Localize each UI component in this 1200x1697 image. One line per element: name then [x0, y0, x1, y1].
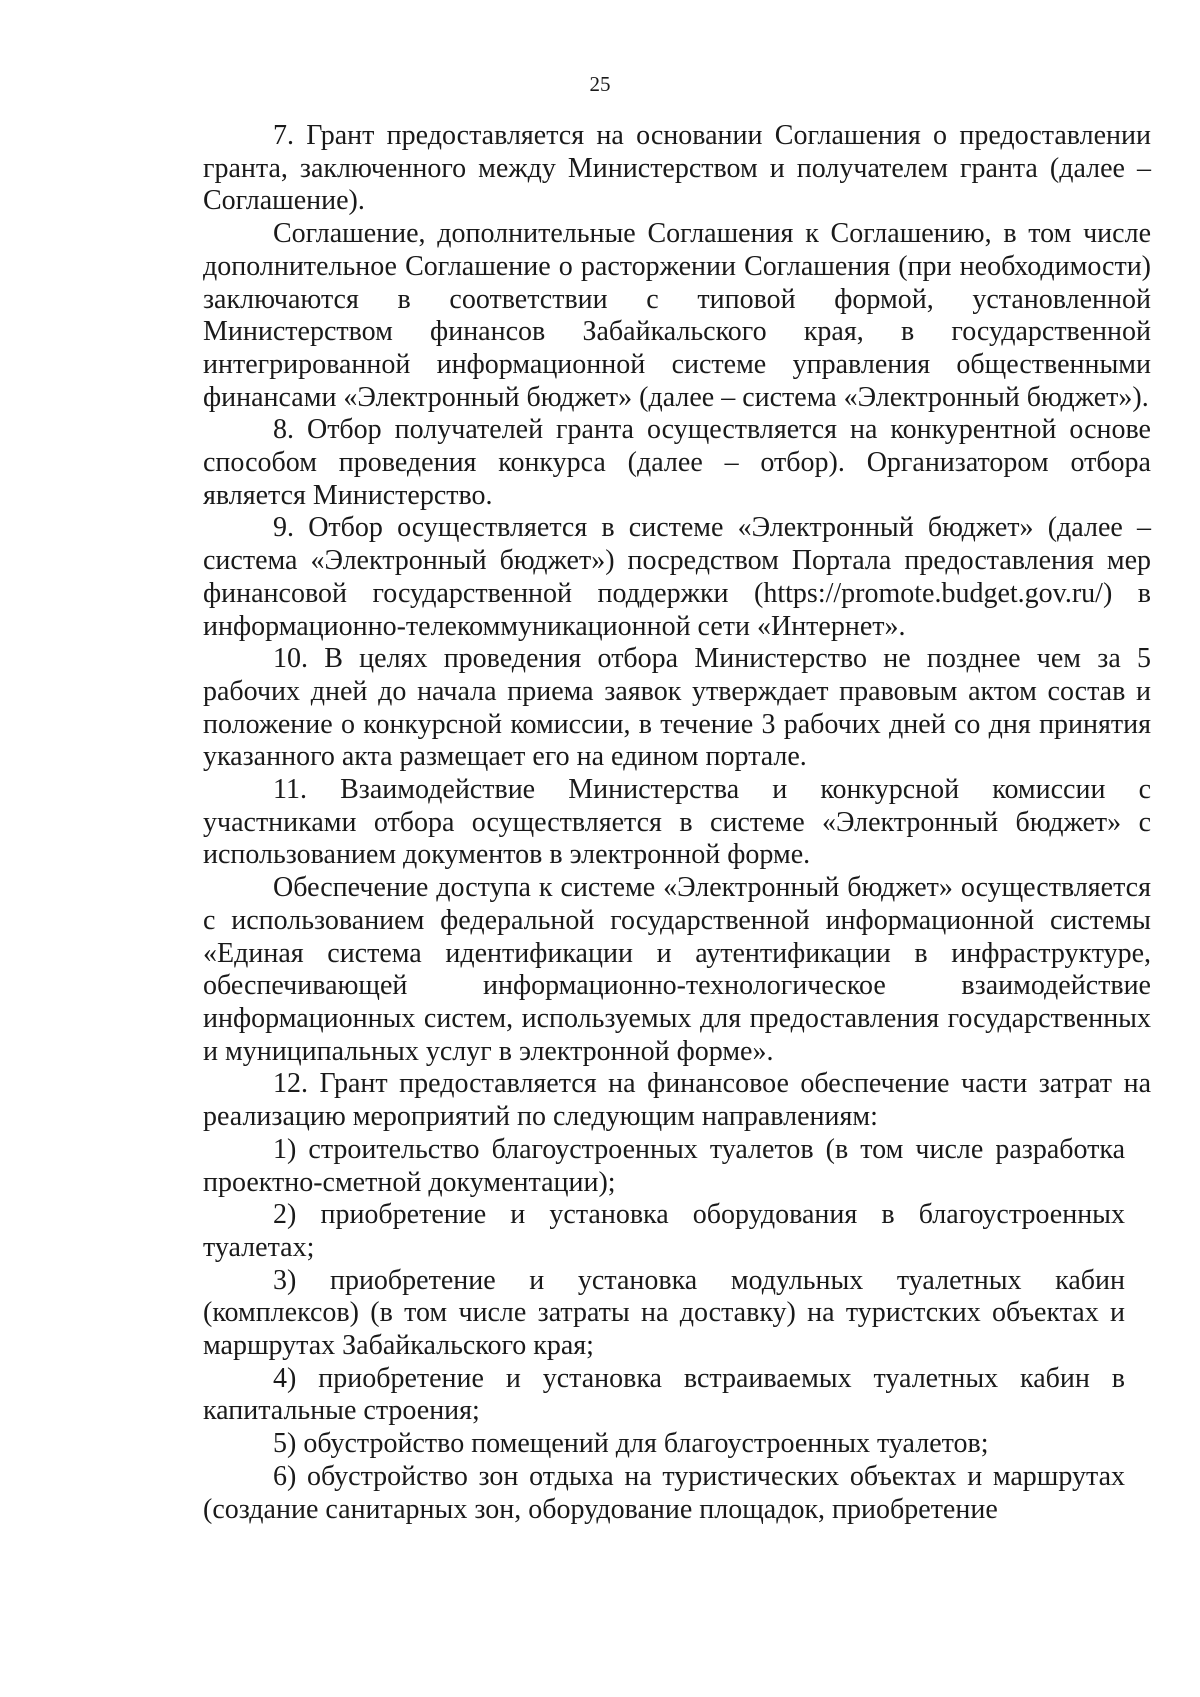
list-item-4: 4) приобретение и установка встраиваемых туалетных кабин в капитальные строения;	[203, 1362, 1125, 1427]
list-item-6: 6) обустройство зон отдыха на туристических объектах и маршрутах (создание санитарных зон, оборудование площадок, приобретение	[203, 1460, 1125, 1525]
document-body	[203, 120, 1151, 1526]
page-number: 25	[589, 72, 611, 96]
list-item-1: 1) строительство благоустроенных туалетов (в том числе разработка проектно-сметной документации);	[203, 1133, 1125, 1198]
paragraph-9: 9. Отбор осуществляется в системе «Электронный бюджет» (далее – система «Электронный бюджет») посредством Портала предоставления мер финансовой государственной поддержки (https://promote.budget.gov.ru/) в информационно-телекоммуникационной сети «Интернет».	[203, 512, 1151, 642]
paragraph-access: Обеспечение доступа к системе «Электронный бюджет» осуществляется с использованием федеральной государственной информационной системы «Единая система идентификации и аутентификации в инфраструктуре, обеспечивающей информационно-технологическое взаимодействие информационных систем, используемых для предоставления государственных и муниципальных услуг в электронной форме».	[203, 872, 1151, 1067]
paragraph-11: 11. Взаимодействие Министерства и конкурсной комиссии с участниками отбора осуществляется в системе «Электронный бюджет» с использованием документов в электронной форме.	[203, 774, 1151, 871]
paragraph-7: 7. Грант предоставляется на основании Соглашения о предоставлении гранта, заключенного между Министерством и получателем гранта (далее – Соглашение).	[203, 120, 1151, 217]
paragraph-agreement-forms: Соглашение, дополнительные Соглашения к Соглашению, в том числе дополнительное Соглашение о расторжении Соглашения (при необходимости) заключаются в соответствии с типовой формой, установленной Министерством финансов Забайкальского края, в государственной интегрированной информационной системе управления общественными финансами «Электронный бюджет» (далее – система «Электронный бюджет»).	[203, 218, 1151, 413]
list-item-3: 3) приобретение и установка модульных туалетных кабин (комплексов) (в том числе затраты на доставку) на туристских объектах и маршрутах Забайкальского края;	[203, 1264, 1125, 1362]
paragraph-12: 12. Грант предоставляется на финансовое обеспечение части затрат на реализацию мероприятий по следующим направлениям:	[203, 1068, 1151, 1133]
paragraph-10: 10. В целях проведения отбора Министерство не позднее чем за 5 рабочих дней до начала приема заявок утверждает правовым актом состав и положение о конкурсной комиссии, в течение 3 рабочих дней со дня принятия указанного акта размещает его на едином портале.	[203, 643, 1151, 773]
list-item-5: 5) обустройство помещений для благоустроенных туалетов;	[273, 1428, 989, 1460]
list-item-2: 2) приобретение и установка оборудования в благоустроенных туалетах;	[203, 1199, 1125, 1263]
paragraph-8: 8. Отбор получателей гранта осуществляется на конкурентной основе способом проведения конкурса (далее – отбор). Организатором отбора является Министерство.	[203, 414, 1151, 511]
